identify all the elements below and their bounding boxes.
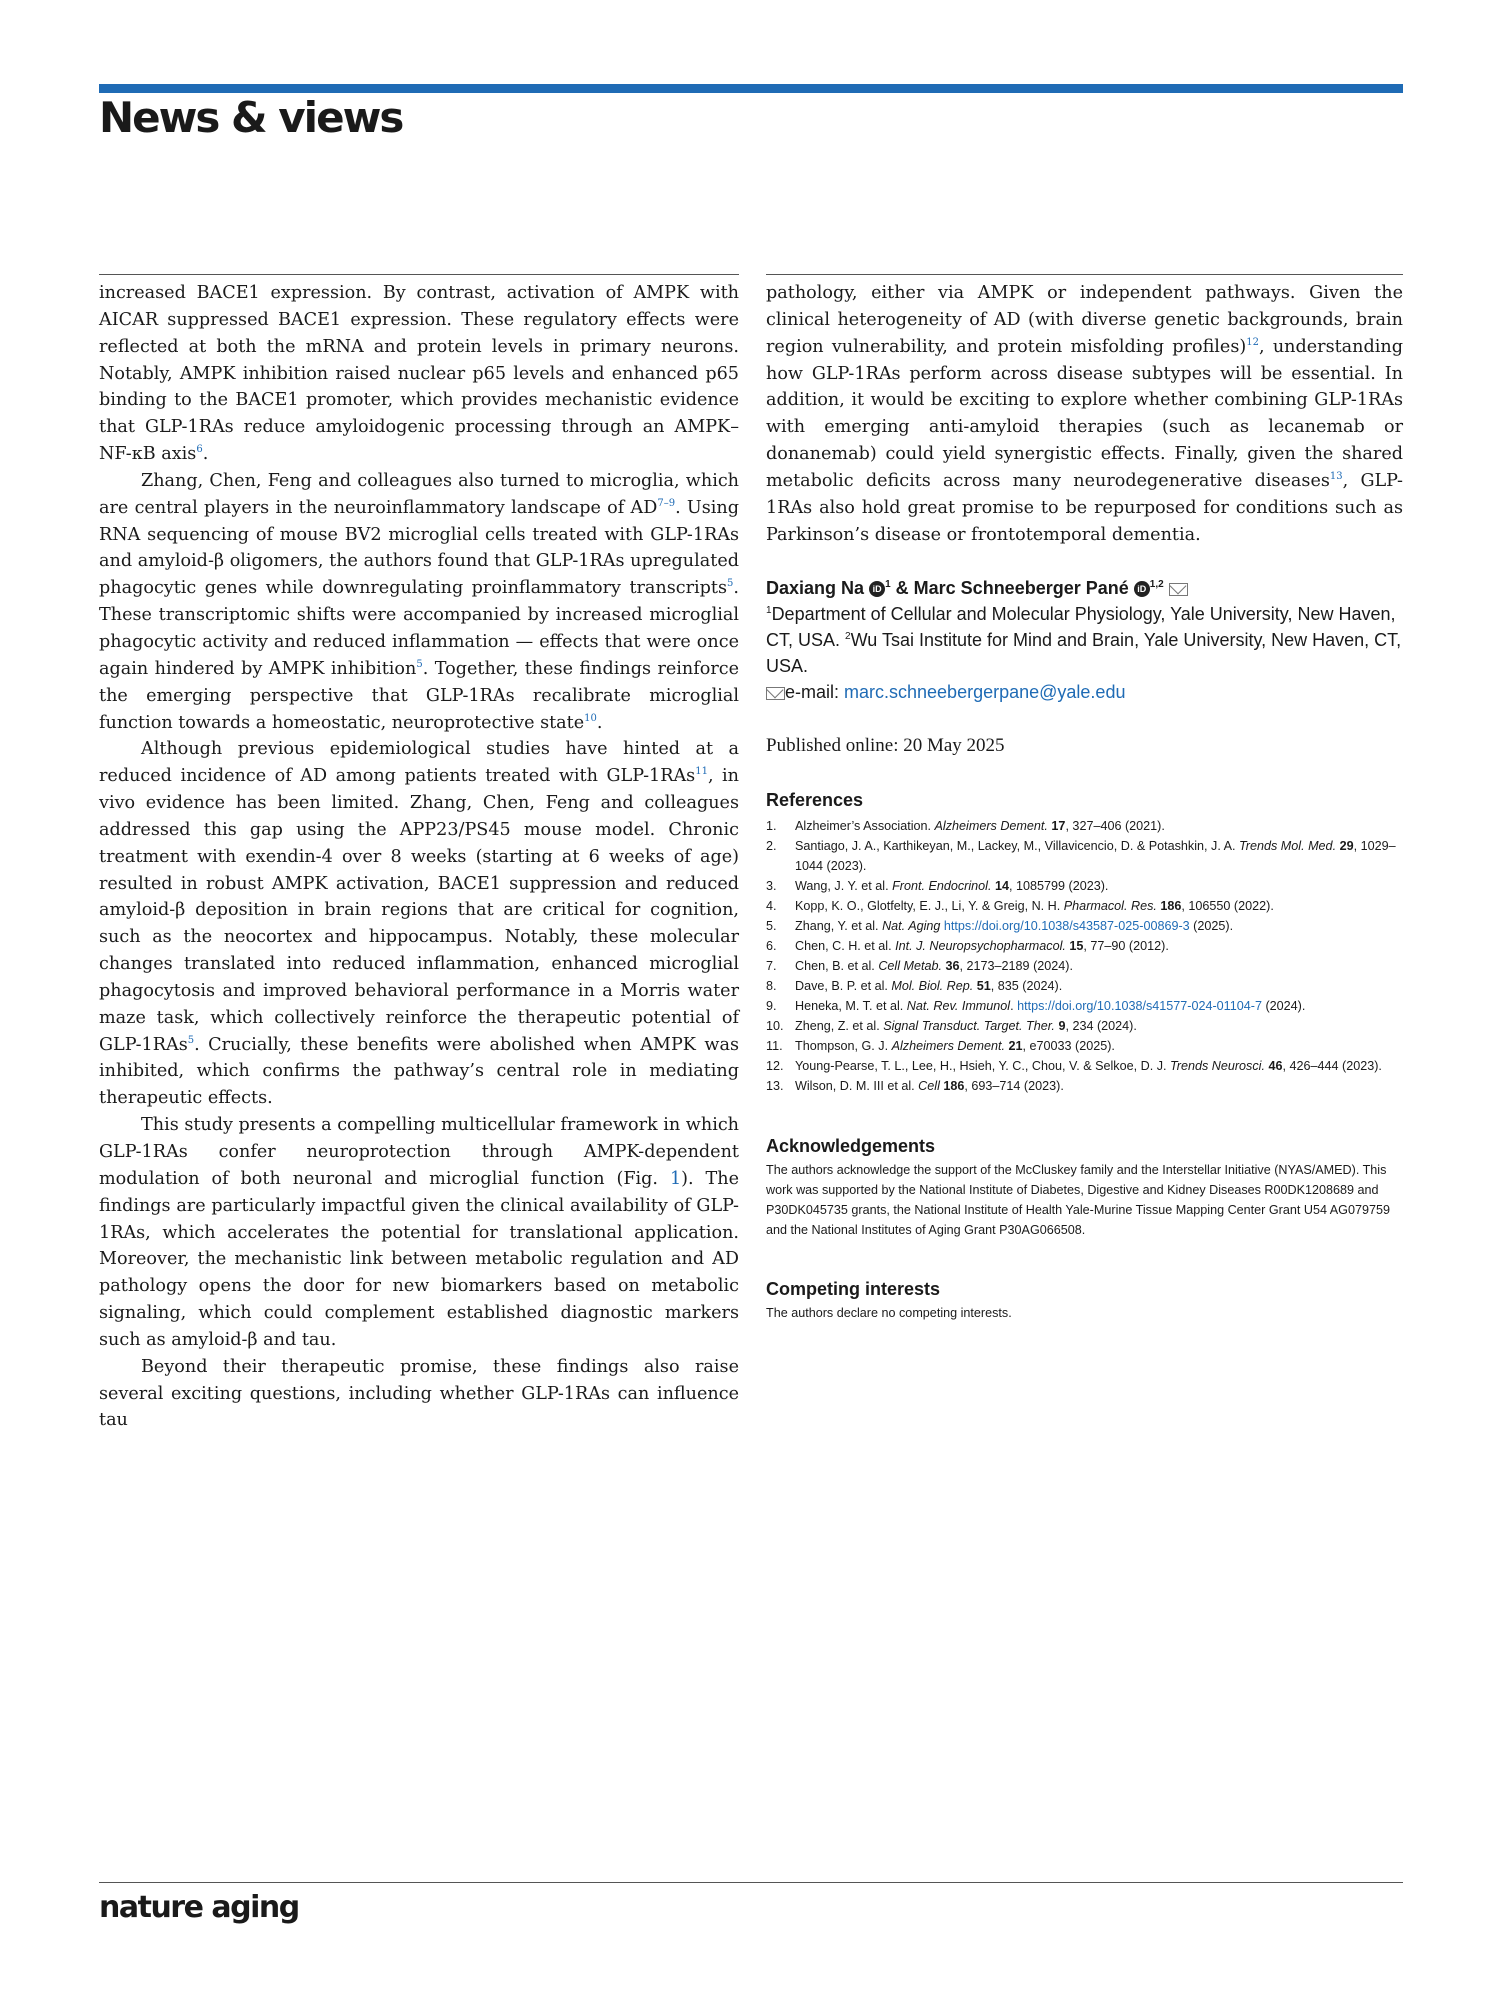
email-line: e-mail: marc.schneebergerpane@yale.edu: [766, 679, 1406, 705]
journal-name: Pharmacol. Res.: [1063, 899, 1157, 913]
journal-name: Nat. Rev. Immunol: [906, 999, 1011, 1013]
reference-item: 8. Dave, B. P. et al. Mol. Biol. Rep. 51, 835 (2024).: [766, 976, 1406, 996]
volume: 186: [1160, 899, 1182, 913]
author-names: Daxiang Na iD $^1$ & Marc Schneeberger Pané iD $^{1,2}$: [766, 575, 1406, 601]
references-heading: References: [766, 790, 864, 810]
citation-link[interactable]: 13: [1329, 471, 1343, 483]
volume: 46: [1268, 1059, 1283, 1073]
reference-number: 3.: [766, 879, 777, 893]
volume: 51: [976, 979, 991, 993]
author-name: Marc Schneeberger Pané: [913, 578, 1129, 598]
reference-number: 13.: [766, 1079, 784, 1093]
competing-interests-text: The authors declare no competing interests.: [766, 1306, 1012, 1320]
doi-link[interactable]: https://doi.org/10.1038/s43587-025-00869-3: [943, 919, 1190, 933]
citation-link[interactable]: 11: [695, 766, 708, 778]
author-name: Daxiang Na: [766, 578, 865, 598]
citation-link[interactable]: 5: [416, 658, 423, 670]
acknowledgements-text: The authors acknowledge the support of the McCluskey family and the Interstellar Initiative (NYAS/AMED). This work was supported by the National Institute of Diabetes, Digestive and Kidney Diseases R00DK1208689 and P30DK045735 grants, the National Institute of Health Yale-Murine Tissue Mapping Center Grant U54 AG079759 and the National Institutes of Aging Grant P30AG066508.: [766, 1163, 1390, 1237]
orcid-icon[interactable]: iD: [1134, 581, 1150, 597]
citation-link[interactable]: 6: [196, 444, 203, 456]
figure-link[interactable]: 1: [669, 1168, 682, 1189]
right-column-rule: [766, 274, 1403, 275]
citation-link[interactable]: 5: [187, 1034, 195, 1046]
reference-number: 8.: [766, 979, 777, 993]
journal-name: Signal Transduct. Target. Ther.: [883, 1019, 1055, 1033]
competing-interests-heading: Competing interests: [766, 1279, 941, 1299]
left-column: [99, 280, 739, 1434]
journal-name: Trends Mol. Med.: [1239, 839, 1337, 853]
reference-item: 3. Wang, J. Y. et al. Front. Endocrinol. 14, 1085799 (2023).: [766, 876, 1406, 896]
paragraph: Although previous epidemiological studies have hinted at a reduced incidence of AD among patients treated with GLP-1RAs$^{11}$, in vivo evidence has been limited. Zhang, Chen, Feng and colleagues addressed this gap using the APP23/PS45 mouse model. Chronic treatment with exendin-4 over 8 weeks (starting at 6 weeks of age) resulted in robust AMPK activation, BACE1 suppression and reduced amyloid-β deposition in brain regions that are critical for cognition, such as the neocortex and hippocampus. Notably, these molecular changes translated into reduced inflammation, enhanced microglial phagocytosis and improved behavioral performance in a Morris water maze task, which collectively reinforce the therapeutic potential of GLP-1RAs$^5$. Crucially, these benefits were abolished when AMPK was inhibited, which confirms the pathway’s central role in mediating therapeutic effects.: [99, 739, 739, 1109]
reference-item: 13. Wilson, D. M. III et al. Cell 186, 693–714 (2023).: [766, 1076, 1406, 1096]
orcid-icon[interactable]: iD: [869, 581, 885, 597]
reference-number: 7.: [766, 959, 777, 973]
paragraph: Beyond their therapeutic promise, these findings also raise several exciting questions, including whether GLP-1RAs can influence tau: [99, 1356, 739, 1431]
journal-name: Trends Neurosci.: [1170, 1059, 1265, 1073]
author-block: [766, 575, 1406, 705]
volume: 29: [1339, 839, 1354, 853]
volume: 36: [945, 959, 960, 973]
reference-item: 6. Chen, C. H. et al. Int. J. Neuropsychopharmacol. 15, 77–90 (2012).: [766, 936, 1406, 956]
reference-item: 1. Alzheimer’s Association. Alzheimers Dement. 17, 327–406 (2021).: [766, 816, 1406, 836]
citation-link[interactable]: 5: [727, 578, 734, 590]
paragraph: pathology, either via AMPK or independent pathways. Given the clinical heterogeneity of AD (with diverse genetic backgrounds, brain region vulnerability, and protein misfolding profiles)$^{12}$, understanding how GLP-1RAs perform across disease subtypes will be essential. In addition, it would be exciting to explore whether combining GLP-1RAs with emerging anti-amyloid therapies (such as lecanemab or donanemab) could yield synergistic effects. Finally, given the shared metabolic deficits across many neurodegenerative diseases$^{13}$, GLP-1RAs also hold great promise to be repurposed for conditions such as Parkinson’s disease or frontotemporal dementia.: [766, 283, 1403, 545]
doi-link[interactable]: https://doi.org/10.1038/s41577-024-01104-7: [1017, 999, 1262, 1013]
volume: 17: [1051, 819, 1066, 833]
reference-item: 5. Zhang, Y. et al. Nat. Aging https://doi.org/10.1038/s43587-025-00869-3 (2025).: [766, 916, 1406, 936]
reference-number: 12.: [766, 1059, 784, 1073]
email-icon: [766, 687, 785, 700]
journal-name: Cell Metab.: [878, 959, 943, 973]
paragraph: Zhang, Chen, Feng and colleagues also turned to microglia, which are central players in the neuroinflammatory landscape of AD$^{7-9}$. Using RNA sequencing of mouse BV2 microglial cells treated with GLP-1RAs and amyloid-β oligomers, the authors found that GLP-1RAs upregulated phagocytic genes while downregulating proinflammatory transcripts$^5$. These transcriptomic shifts were accompanied by increased microglial phagocytic activity and reduced inflammation — effects that were once again hindered by AMPK inhibition$^5$. Together, these findings reinforce the emerging perspective that GLP-1RAs recalibrate microglial function towards a homeostatic, neuroprotective state$^{10}$.: [99, 470, 740, 733]
left-column-rule: [99, 274, 739, 275]
reference-number: 5.: [766, 919, 777, 933]
reference-item: 11. Thompson, G. J. Alzheimers Dement. 21, e70033 (2025).: [766, 1036, 1406, 1056]
journal-name: Int. J. Neuropsychopharmacol.: [895, 939, 1066, 953]
journal-name: Cell: [918, 1079, 940, 1093]
email-link[interactable]: marc.schneebergerpane@yale.edu: [844, 682, 1126, 702]
citation-link[interactable]: 12: [1246, 336, 1259, 348]
reference-number: 9.: [766, 999, 777, 1013]
reference-item: 9. Heneka, M. T. et al. Nat. Rev. Immunol. https://doi.org/10.1038/s41577-024-01104-7 (2024).: [766, 996, 1406, 1016]
footer-rule: [99, 1882, 1403, 1883]
published-date: Published online: 20 May 2025: [766, 735, 1005, 756]
journal-name: Nat. Aging: [882, 919, 941, 933]
reference-number: 1.: [766, 819, 777, 833]
journal-name: Front. Endocrinol.: [892, 879, 992, 893]
acknowledgements-heading: Acknowledgements: [766, 1136, 936, 1156]
citation-link[interactable]: 10: [584, 712, 597, 724]
volume: 186: [943, 1079, 965, 1093]
reference-number: 4.: [766, 899, 777, 913]
right-column: [766, 280, 1403, 548]
reference-number: 6.: [766, 939, 777, 953]
section-title: News & views: [99, 93, 403, 142]
volume: 14: [994, 879, 1009, 893]
reference-number: 11.: [766, 1039, 783, 1053]
journal-name: Alzheimers Dement.: [891, 1039, 1005, 1053]
references-list: [766, 816, 1406, 1096]
reference-number: 10.: [766, 1019, 784, 1033]
email-icon[interactable]: [1169, 583, 1188, 596]
journal-logo: nature aging: [99, 1890, 299, 1925]
reference-item: 12. Young-Pearse, T. L., Lee, H., Hsieh, Y. C., Chou, V. & Selkoe, D. J. Trends Neurosci. 46, 426–444 (2023).: [766, 1056, 1406, 1076]
paragraph: increased BACE1 expression. By contrast, activation of AMPK with AICAR suppressed BACE1 expression. These regulatory effects were reflected at both the mRNA and protein levels in primary neurons. Notably, AMPK inhibition raised nuclear p65 levels and enhanced p65 binding to the BACE1 promoter, which provides mechanistic evidence that GLP-1RAs reduce amyloidogenic processing through an AMPK–NF-κB axis$^6$.: [99, 283, 739, 465]
volume: 15: [1069, 939, 1084, 953]
citation-link[interactable]: 7–9: [657, 497, 676, 509]
paragraph: This study presents a compelling multicellular framework in which GLP-1RAs confer neuroprotection through AMPK-dependent modulation of both neuronal and microglial function (Fig. 1). The findings are particularly impactful given the clinical availability of GLP-1RAs, which accelerates the potential for translational application. Moreover, the mechanistic link between metabolic regulation and AD pathology opens the door for new biomarkers based on metabolic signaling, which could complement established diagnostic markers such as amyloid-β and tau.: [99, 1115, 739, 1350]
header-accent-bar: [99, 84, 1403, 93]
volume: 21: [1008, 1039, 1023, 1053]
reference-item: 4. Kopp, K. O., Glotfelty, E. J., Li, Y. & Greig, N. H. Pharmacol. Res. 186, 106550 (2022).: [766, 896, 1406, 916]
journal-name: Alzheimers Dement.: [934, 819, 1048, 833]
reference-number: 2.: [766, 839, 777, 853]
reference-item: 10. Zheng, Z. et al. Signal Transduct. Target. Ther. 9, 234 (2024).: [766, 1016, 1406, 1036]
volume: 9: [1058, 1019, 1066, 1033]
reference-item: 2. Santiago, J. A., Karthikeyan, M., Lackey, M., Villavicencio, D. & Potashkin, J. A. Trends Mol. Med. 29, 1029–1044 (2023).: [766, 836, 1406, 876]
journal-name: Mol. Biol. Rep.: [891, 979, 974, 993]
affiliations: $^1$Department of Cellular and Molecular Physiology, Yale University, New Haven, CT, USA. $^2$Wu Tsai Institute for Mind and Brain, Yale University, New Haven, CT, USA.: [766, 604, 1402, 676]
reference-item: 7. Chen, B. et al. Cell Metab. 36, 2173–2189 (2024).: [766, 956, 1406, 976]
